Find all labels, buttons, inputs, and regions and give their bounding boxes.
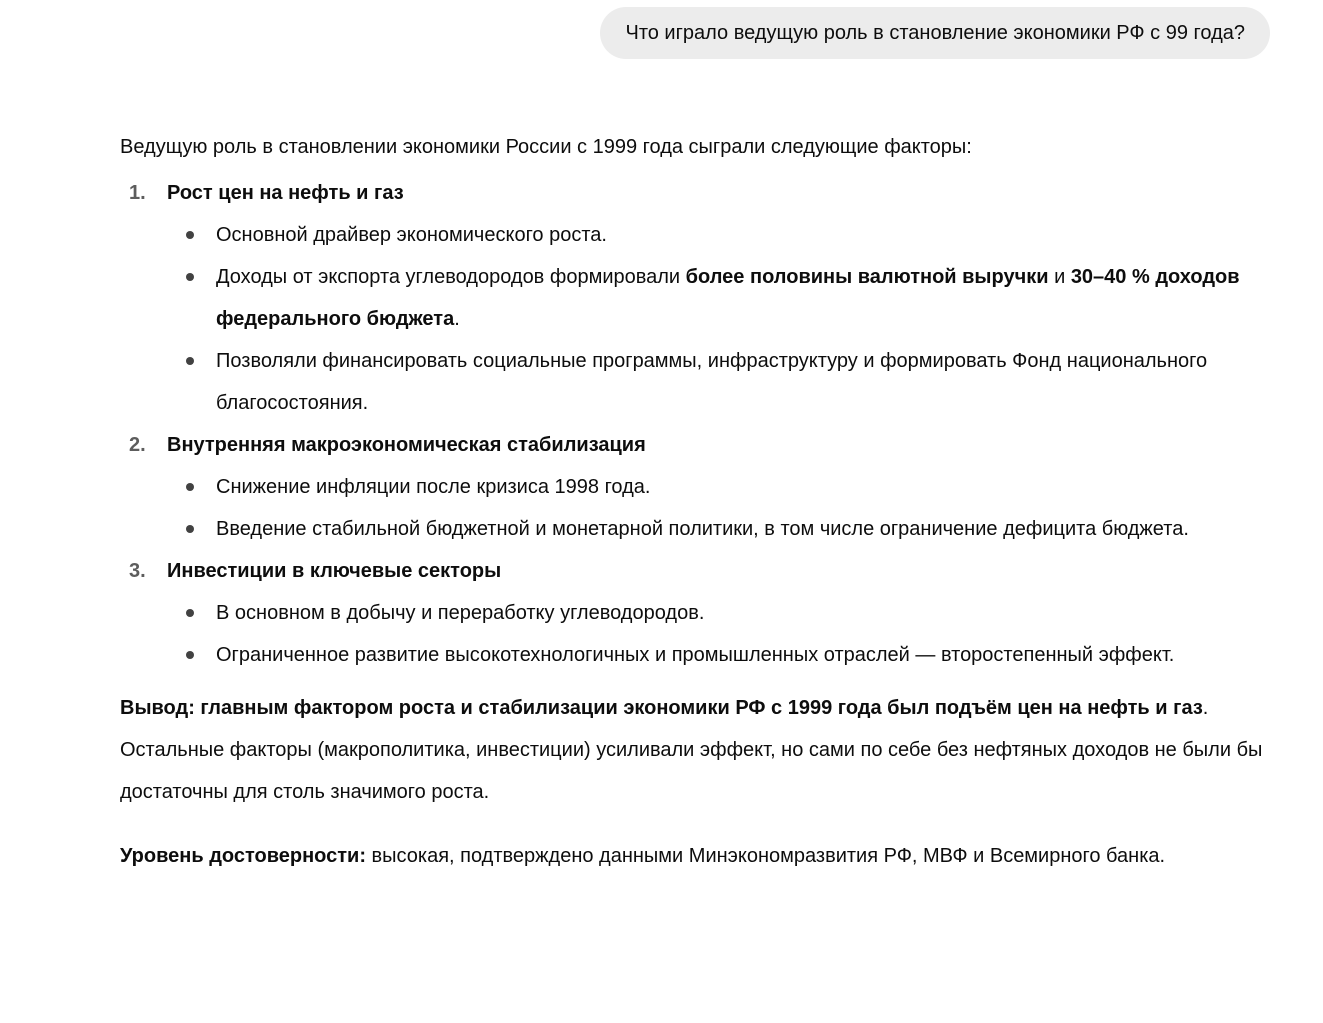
- bullet-item: [167, 256, 1271, 340]
- regular-text: Основной драйвер экономического роста.: [216, 224, 607, 246]
- bullet-item: [167, 466, 1271, 508]
- factor-number: 3.: [129, 560, 146, 582]
- bold-text: 30–40 % доходов федерального бюджета: [216, 266, 1240, 330]
- factor-bullets: [167, 592, 1271, 676]
- factor-bullets: [167, 214, 1271, 424]
- user-message-text: Что играло ведущую роль в становление экономики РФ с 99 года?: [625, 22, 1245, 44]
- bullet-item: [167, 214, 1271, 256]
- regular-text: Ограниченное развитие высокотехнологичных и промышленных отраслей — второстепенный эффект.: [216, 644, 1175, 666]
- bullet-item: [167, 340, 1271, 424]
- factor-number: 1.: [129, 182, 146, 204]
- factor-number: 2.: [129, 434, 146, 456]
- factor-title: Рост цен на нефть и газ: [167, 182, 404, 204]
- factor-item: [120, 172, 1271, 424]
- user-message-row: [0, 0, 1323, 59]
- assistant-response: [120, 126, 1271, 877]
- conclusion-paragraph: [120, 687, 1271, 813]
- regular-text: Введение стабильной бюджетной и монетарной политики, в том числе ограничение дефицита бюджета.: [216, 518, 1189, 540]
- regular-text: Доходы от экспорта углеводородов формировали: [216, 266, 686, 288]
- regular-text: .: [454, 308, 460, 330]
- factor-item: [120, 550, 1271, 676]
- regular-text: и: [1048, 266, 1071, 288]
- bold-text: более половины валютной выручки: [685, 266, 1049, 288]
- factor-item: [120, 424, 1271, 550]
- factors-list: [120, 172, 1271, 676]
- bullet-item: [167, 592, 1271, 634]
- regular-text: Позволяли финансировать социальные программы, инфраструктуру и формировать Фонд национального благосостояния.: [216, 350, 1208, 414]
- factor-title: Внутренняя макроэкономическая стабилизация: [167, 434, 646, 456]
- response-intro: Ведущую роль в становлении экономики России с 1999 года сыграли следующие факторы:: [120, 136, 972, 158]
- regular-text: . Остальные факторы (макрополитика, инвестиции) усиливали эффект, но сами по себе без нефтяных доходов не были бы достаточны для столь значимого роста.: [120, 697, 1263, 803]
- bullet-item: [167, 634, 1271, 676]
- bold-text: Вывод: главным фактором роста и стабилизации экономики РФ с 1999 года был подъём цен на нефть и газ: [120, 697, 1203, 719]
- bold-text: Уровень достоверности:: [120, 845, 366, 867]
- confidence-paragraph: [120, 835, 1271, 877]
- factor-title: Инвестиции в ключевые секторы: [167, 560, 502, 582]
- regular-text: высокая, подтверждено данными Минэкономразвития РФ, МВФ и Всемирного банка.: [366, 845, 1166, 867]
- regular-text: В основном в добычу и переработку углеводородов.: [216, 602, 705, 624]
- user-message-bubble[interactable]: [600, 7, 1270, 59]
- bullet-item: [167, 508, 1271, 550]
- regular-text: Снижение инфляции после кризиса 1998 года.: [216, 476, 651, 498]
- factor-bullets: [167, 466, 1271, 550]
